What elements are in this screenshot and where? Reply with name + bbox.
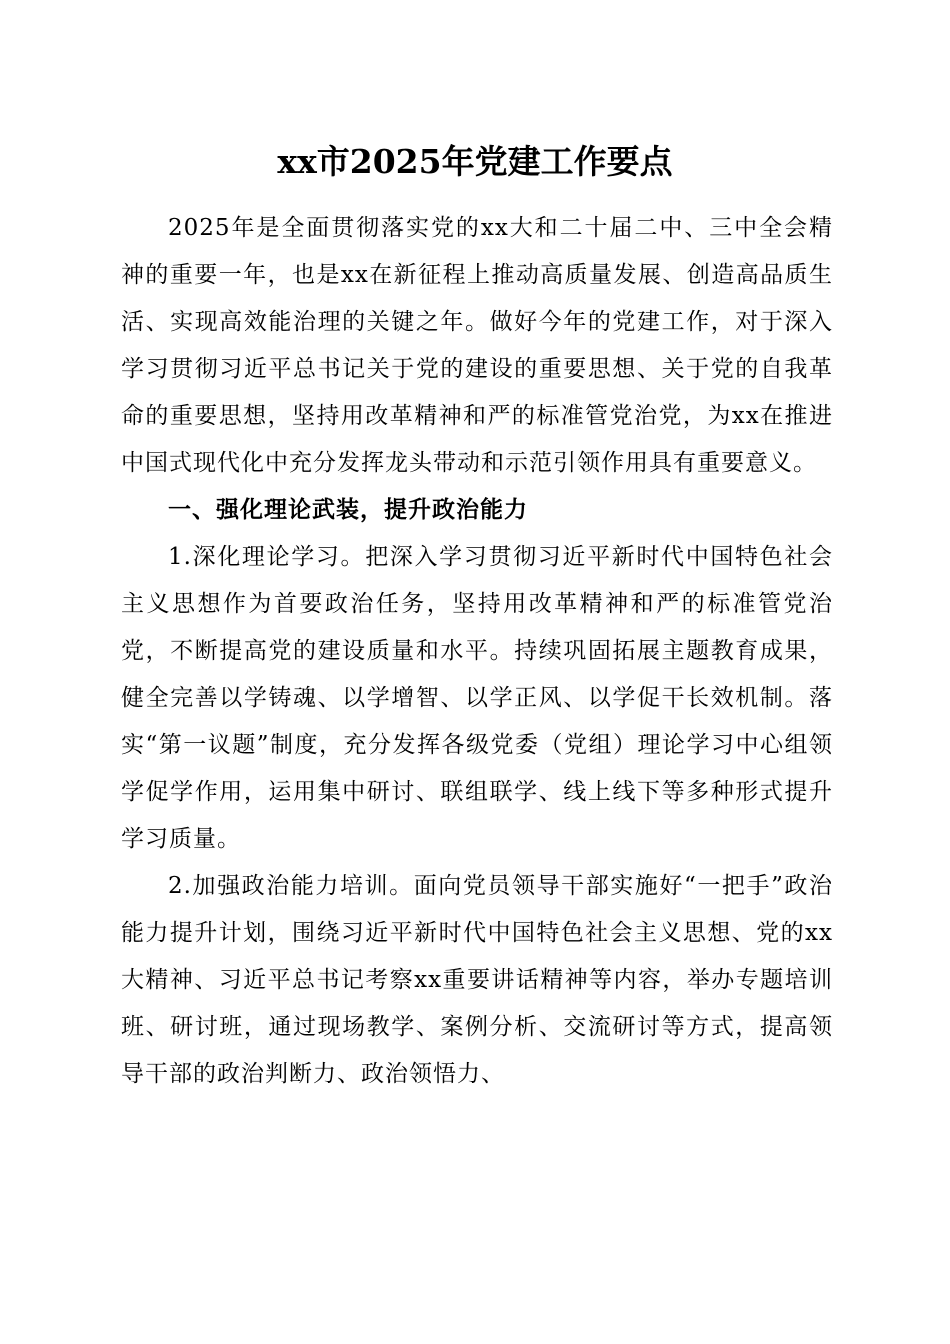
document-title: xx市2025年党建工作要点	[277, 142, 673, 181]
document-body	[121, 205, 833, 1098]
intro-paragraph: 2025年是全面贯彻落实党的xx大和二十届二中、三中全会精神的重要一年，也是xx在新征程上推动高质量发展、创造高品质生活、实现高效能治理的关键之年。做好今年的党建工作，对于深入学习贯彻习近平总书记关于党的建设的重要思想、关于党的自我革命的重要思想，坚持用改革精神和严的标准管党治党，为xx在推进中国式现代化中充分发挥龙头带动和示范引领作用具有重要意义。	[121, 215, 833, 476]
section-heading: 一、强化理论武装，提升政治能力	[168, 497, 528, 523]
item-paragraph-1: 1.深化理论学习。把深入学习贯彻习近平新时代中国特色社会主义思想作为首要政治任务，坚持用改革精神和严的标准管党治党，不断提高党的建设质量和水平。持续巩固拓展主题教育成果，健全完善以学铸魂、以学增智、以学正风、以学促干长效机制。落实“第一议题”制度，充分发挥各级党委（党组）理论学习中心组领学促学作用，运用集中研讨、联组联学、线上线下等多种形式提升学习质量。	[121, 544, 833, 852]
item-paragraph-2: 2.加强政治能力培训。面向党员领导干部实施好“一把手”政治能力提升计划，围绕习近平新时代中国特色社会主义思想、党的xx大精神、习近平总书记考察xx重要讲话精神等内容，举办专题培训班、研讨班，通过现场教学、案例分析、交流研讨等方式，提高领导干部的政治判断力、政治领悟力、	[121, 873, 833, 1087]
